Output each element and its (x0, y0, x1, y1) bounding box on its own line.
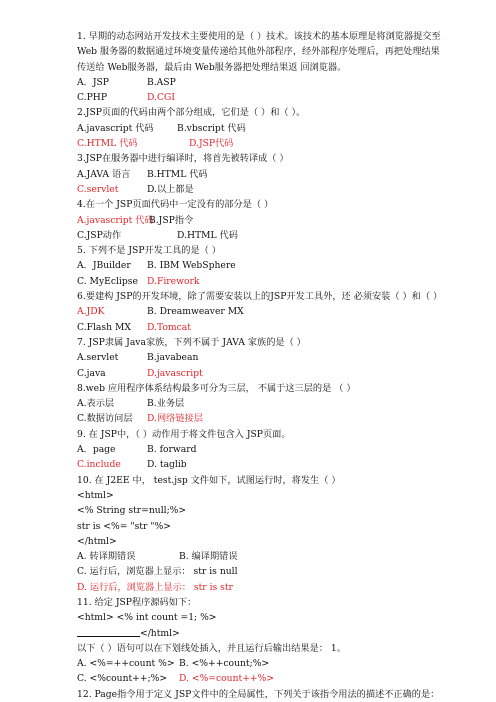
option-right: B. Dreamweaver MX (147, 306, 244, 318)
text-line (77, 335, 435, 350)
text-line (77, 687, 440, 702)
text-line (77, 503, 435, 518)
option-left: A．page (77, 444, 116, 456)
line-text: D. 运行后，浏览器上显示： str is str (77, 581, 233, 593)
text-line (77, 457, 435, 472)
text-line (77, 105, 435, 120)
text-line (77, 366, 435, 381)
text-line (77, 243, 435, 258)
option-left: C.Flash MX (77, 321, 131, 333)
text-line (77, 60, 435, 75)
text-line (77, 549, 435, 564)
option-left: C.include (77, 459, 121, 471)
option-left: A．JBuilder (77, 260, 131, 272)
option-right: D.Firework (147, 275, 200, 287)
line-text: 3.JSP在服务器中进行编译时，将首先被转译成（ ） (77, 153, 289, 165)
option-right: B. forward (147, 444, 197, 456)
option-left: C.java (77, 367, 106, 379)
option-left: A.javascript 代码 (77, 214, 154, 226)
option-right: B.javabean (147, 352, 199, 364)
option-right: D.Tomcat (147, 321, 191, 333)
text-line (77, 580, 435, 595)
line-text: 1. 早期的动态网站开发技术主要使用的是（ ）技术。该技术的基本原理是将浏览器提交至 (77, 31, 441, 42)
text-line (77, 228, 435, 243)
text-line (77, 411, 435, 426)
text-line (77, 274, 435, 289)
option-left: A. 转译期错误 (77, 551, 136, 563)
text-line (77, 90, 435, 105)
line-text: 传送给 Web服务器，最后由 Web服务器把处理结果返 回浏览器。 (77, 61, 347, 73)
text-line (77, 396, 435, 411)
blank-underline (77, 627, 140, 637)
option-right: B. <%++count;%> (179, 658, 270, 670)
line-text: 4.在一个 JSP页面代码中一定没有的部分是（ ） (77, 199, 274, 211)
option-left: C.JSP动作 (77, 229, 122, 241)
option-left: A.表示层 (77, 398, 115, 410)
line-text: 10. 在 J2EE 中， test.jsp 文件如下，试图运行时，将发生（ ） (77, 474, 341, 486)
line-text: 12. Page指令用于定义 JSP文件中的全局属性，下列关于该指令用法的描述不正确的是： (77, 688, 440, 700)
option-right: D. taglib (147, 459, 187, 471)
text-line (77, 289, 443, 304)
line-text: 8.web 应用程序体系结构最多可分为三层， 不属于这三层的是 （ ） (77, 382, 356, 394)
option-left: C.PHP (77, 92, 107, 104)
text-line (77, 671, 435, 686)
text-line (77, 213, 435, 228)
text-line (77, 136, 435, 151)
option-right: D.javascript (147, 367, 203, 379)
text-line (77, 167, 435, 182)
text-line (77, 121, 435, 136)
text-line (77, 442, 435, 457)
text-line (77, 564, 435, 579)
line-text: </html> (77, 535, 117, 547)
line-text: Web 服务器的数据通过环境变量传递给其他外部程序，经外部程序处理后，再把处理结果 (77, 46, 440, 58)
option-left: A.javascript 代码 (77, 122, 154, 134)
option-right: D.以上都是 (147, 183, 194, 195)
text-line (77, 595, 435, 610)
text-line (77, 182, 435, 197)
line-text: str is <%= "str "%> (77, 520, 171, 532)
line-text: <html> (77, 489, 114, 501)
option-right: D.网络链接层 (147, 413, 203, 425)
line-text: 5. 下列不是 JSP开发工具的是（ ） (77, 245, 221, 257)
text-line (77, 381, 435, 396)
line-text: </html> (140, 627, 180, 639)
option-right: B.ASP (147, 76, 176, 88)
line-text: 6.要建构 JSP的开发环境，除了需要安装以上的JSP开发工具外，还 必须安装（ ）和（ ） (77, 291, 443, 303)
option-left: A.JAVA 语言 (77, 168, 131, 180)
text-line (77, 610, 435, 625)
document-page (77, 29, 443, 702)
text-line (77, 151, 435, 166)
line-text: 7. JSP隶属 Java家族，下列不属于 JAVA 家族的是（ ） (77, 336, 306, 348)
line-text: 以下（ ）语句可以在下划线处插入，并且运行后输出结果是： 1。 (77, 642, 346, 654)
text-line (77, 320, 435, 335)
text-line (77, 350, 435, 365)
text-line (77, 75, 435, 90)
text-line (77, 304, 435, 319)
option-right: D.JSP代码 (189, 138, 234, 150)
line-text: <% String str=null;%> (77, 505, 187, 517)
text-line (77, 534, 435, 549)
option-right: B.JSP指令 (149, 214, 194, 226)
text-line (77, 626, 435, 641)
line-text: <html> <% int count =1; %> (77, 612, 217, 624)
option-left: A.servlet (77, 352, 119, 364)
text-line (77, 656, 435, 671)
text-line (77, 197, 435, 212)
text-line (77, 641, 435, 656)
text-line (77, 473, 435, 488)
line-text: 9. 在 JSP中，（ ）动作用于将文件包含入 JSP页面。 (77, 428, 291, 440)
line-text: 2.JSP页面的代码由两个部分组成，它们是（ ）和（ ）。 (77, 107, 306, 119)
option-left: C.HTML 代码 (77, 138, 138, 150)
option-left: A.JDK (77, 306, 105, 318)
option-right: D.HTML 代码 (177, 229, 238, 241)
text-line (77, 44, 440, 59)
line-text: C. 运行后，浏览器上显示： str is null (77, 566, 238, 578)
option-right: B. IBM WebSphere (147, 260, 236, 272)
option-left: C. <%count++;%> (77, 673, 168, 685)
option-left: C. MyEclipse (77, 275, 138, 287)
option-right: D.CGI (147, 92, 175, 104)
option-left: C.servlet (77, 183, 119, 195)
option-right: B.HTML 代码 (147, 168, 208, 180)
option-right: D. <%=count++%> (179, 673, 275, 685)
option-right: B. 编译期错误 (179, 551, 238, 563)
option-left: A．JSP (77, 76, 109, 88)
option-left: C.数据访问层 (77, 413, 133, 425)
text-line (77, 258, 435, 273)
text-line (77, 488, 435, 503)
option-left: A. <%=++count %> (77, 658, 175, 670)
text-line (77, 427, 435, 442)
option-right: B.vbscript 代码 (177, 122, 246, 134)
line-text: 11. 给定 JSP程序源码如下： (77, 596, 197, 608)
text-line (77, 519, 435, 534)
option-right: B.业务层 (147, 398, 185, 410)
text-line (77, 29, 441, 44)
